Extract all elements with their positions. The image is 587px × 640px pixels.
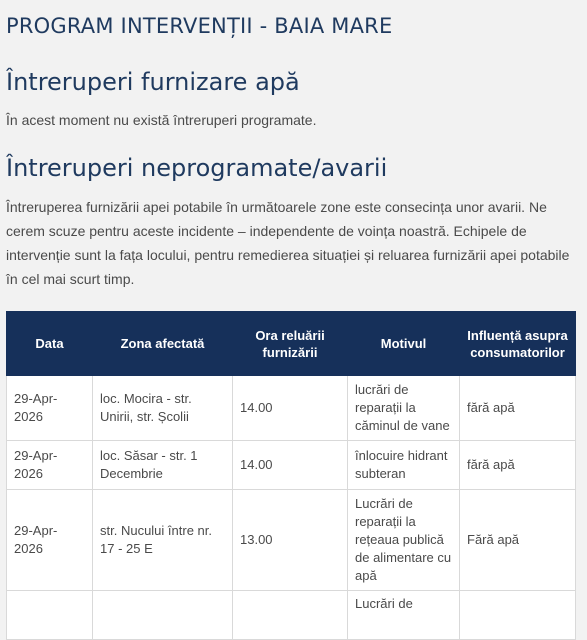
cell-reason: Lucrări de reparații la rețeaua publică de alimentare cu apă (348, 490, 460, 591)
cell-reason: Lucrări de (348, 591, 460, 640)
cell-impact: fără apă (460, 376, 576, 441)
interruptions-table (6, 311, 576, 640)
cell-date: 29-Apr-2026 (7, 376, 93, 441)
column-header-area: Zona afectată (93, 312, 233, 376)
cell-area: loc. Săsar - str. 1 Decembrie (93, 441, 233, 490)
cell-resume-time: 14.00 (233, 441, 348, 490)
cell-resume-time: 14.00 (233, 376, 348, 441)
cell-resume-time (233, 591, 348, 640)
cell-date: 29-Apr-2026 (7, 490, 93, 591)
cell-date (7, 591, 93, 640)
cell-impact (460, 591, 576, 640)
unplanned-interruptions-heading: Întreruperi neprogramate/avarii (6, 154, 388, 182)
cell-resume-time: 13.00 (233, 490, 348, 591)
cell-area (93, 591, 233, 640)
interruptions-table-container (6, 311, 575, 640)
cell-area: loc. Mocira - str. Unirii, str. Școlii (93, 376, 233, 441)
page-title: PROGRAM INTERVENȚII - BAIA MARE (6, 14, 393, 38)
table-row (7, 490, 576, 591)
cell-reason: înlocuire hidrant subteran (348, 441, 460, 490)
cell-impact: Fără apă (460, 490, 576, 591)
planned-interruptions-text: În acest moment nu există întreruperi programate. (6, 112, 317, 128)
column-header-resume-time: Ora reluării furnizării (233, 312, 348, 376)
unplanned-interruptions-text: Întreruperea furnizării apei potabile în următoarele zone este consecința unor avarii. Ne cerem scuze pentru aceste incidente – independente de voința noastră. Echipele de intervenție sunt la fața locului, pentru remedierea situației și reluarea furnizării apei potabile în cel mai scurt timp. (6, 199, 570, 287)
table-row (7, 376, 576, 441)
column-header-impact: Influență asupra consumatorilor (460, 312, 576, 376)
table-row (7, 591, 576, 640)
table-row (7, 441, 576, 490)
cell-impact: fără apă (460, 441, 576, 490)
cell-reason: lucrări de reparații la căminul de vane (348, 376, 460, 441)
planned-interruptions-heading: Întreruperi furnizare apă (6, 68, 300, 96)
cell-area: str. Nucului între nr. 17 - 25 E (93, 490, 233, 591)
column-header-reason: Motivul (348, 312, 460, 376)
column-header-date: Data (7, 312, 93, 376)
cell-date: 29-Apr-2026 (7, 441, 93, 490)
table-header-row (7, 312, 576, 376)
